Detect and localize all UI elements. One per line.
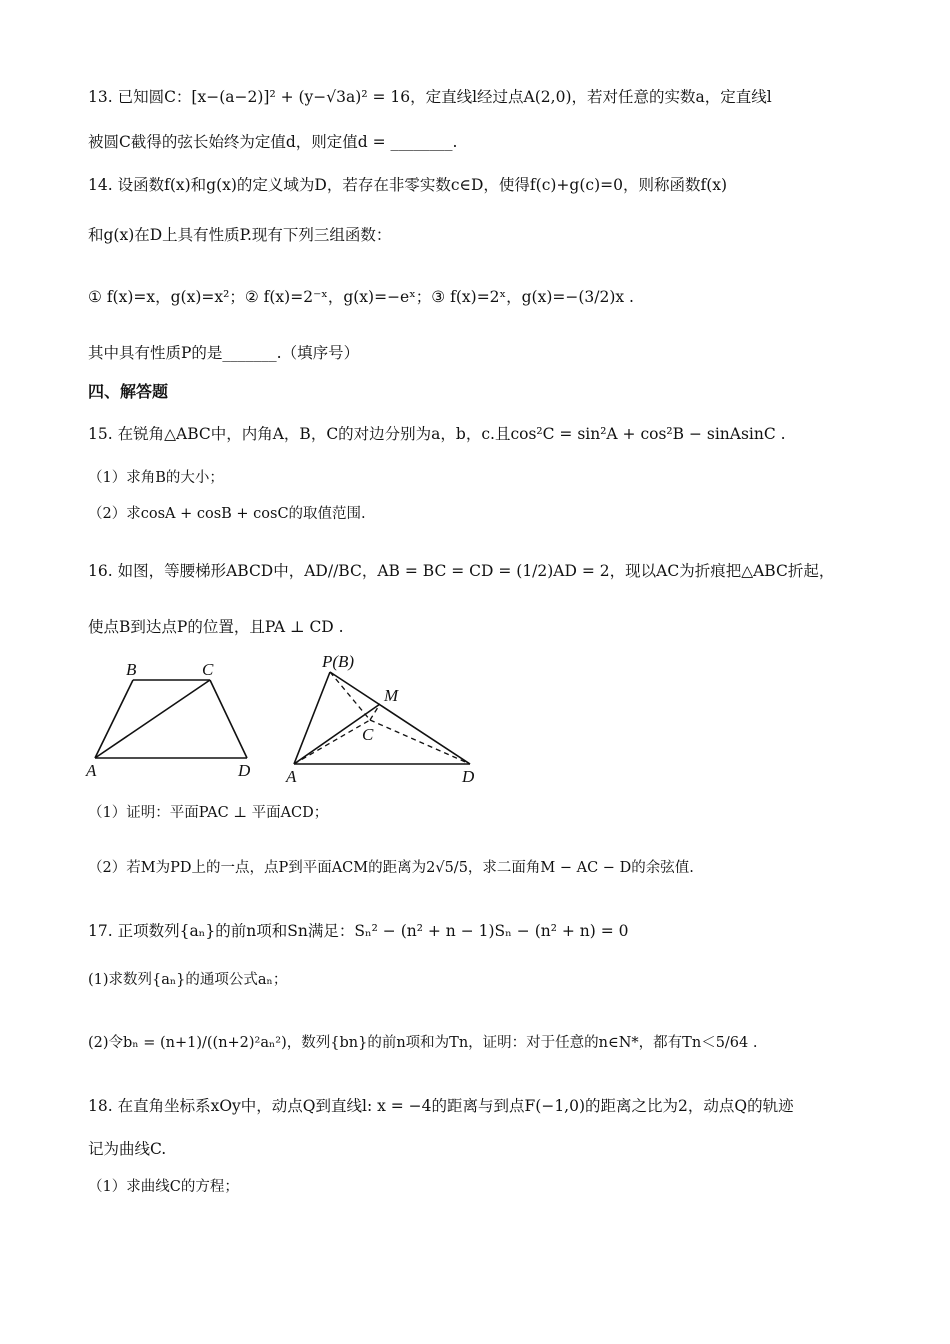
q17-line2: (1)求数列{aₙ}的通项公式aₙ；: [88, 972, 288, 988]
label-c: C: [202, 660, 214, 679]
label-c: C: [362, 725, 374, 744]
label-d: D: [238, 761, 251, 780]
label-a: A: [286, 767, 297, 786]
q17-line3: (2)令bₙ = (n+1)/((n+2)²aₙ²)，数列{bn}的前n项和为Tn，证明：对于任意的n∈N*，都有Tn＜5/64 .: [88, 1035, 758, 1051]
q17-line1: 17. 正项数列{aₙ}的前n项和Sn满足：Sₙ² − (n² + n − 1)Sₙ − (n² + n) = 0: [88, 922, 629, 940]
q18-line3: （1）求曲线C的方程；: [88, 1179, 239, 1195]
label-a: A: [86, 761, 97, 780]
label-d: D: [462, 767, 475, 786]
section-heading: 四、解答题: [88, 382, 169, 401]
label-b: B: [126, 660, 137, 679]
q13-line1: 13. 已知圆C：[x−(a−2)]² + (y−√3a)² = 16，定直线l经过点A(2,0)，若对任意的实数a，定直线l: [88, 88, 772, 106]
q15-line1: 15. 在锐角△ABC中，内角A，B，C的对边分别为a，b，c.且cos²C = sin²A + cos²B − sinAsinC .: [88, 425, 786, 443]
q14-line1: 14. 设函数f(x)和g(x)的定义域为D，若存在非零实数c∈D，使得f(c)+g(c)=0，则称函数f(x): [88, 176, 728, 194]
label-m: M: [384, 686, 399, 705]
trapezoid-figure: [80, 650, 280, 782]
q16-line4: （2）若M为PD上的一点，点P到平面ACM的距离为2√5/5，求二面角M − AC − D的余弦值.: [88, 860, 694, 876]
q18-line1: 18. 在直角坐标系xOy中，动点Q到直线l: x = −4的距离与到点F(−1,0)的距离之比为2，动点Q的轨迹: [88, 1097, 794, 1115]
q14-line2: 和g(x)在D上具有性质P.现有下列三组函数：: [88, 226, 392, 244]
q15-line3: （2）求cosA + cosB + cosC的取值范围.: [88, 506, 366, 522]
folded-pyramid-figure: [280, 648, 490, 788]
q16-line1: 16. 如图，等腰梯形ABCD中，AD//BC，AB = BC = CD = (1/2)AD = 2，现以AC为折痕把△ABC折起，: [88, 562, 835, 580]
q15-line2: （1）求角B的大小；: [88, 470, 224, 486]
q16-line2: 使点B到达点P的位置，且PA ⊥ CD .: [88, 618, 344, 636]
q14-line4: 其中具有性质P的是_______.（填序号）: [88, 344, 360, 362]
q14-line3: ① f(x)=x，g(x)=x²；② f(x)=2⁻ˣ，g(x)=−eˣ；③ f(x)=2ˣ，g(x)=−(3/2)x .: [88, 288, 634, 306]
q18-line2: 记为曲线C.: [88, 1140, 167, 1158]
q13-line2: 被圆C截得的弦长始终为定值d，则定值d = ________.: [88, 133, 458, 151]
label-p: P(B): [322, 652, 355, 671]
q16-line3: （1）证明：平面PAC ⊥ 平面ACD；: [88, 805, 329, 821]
